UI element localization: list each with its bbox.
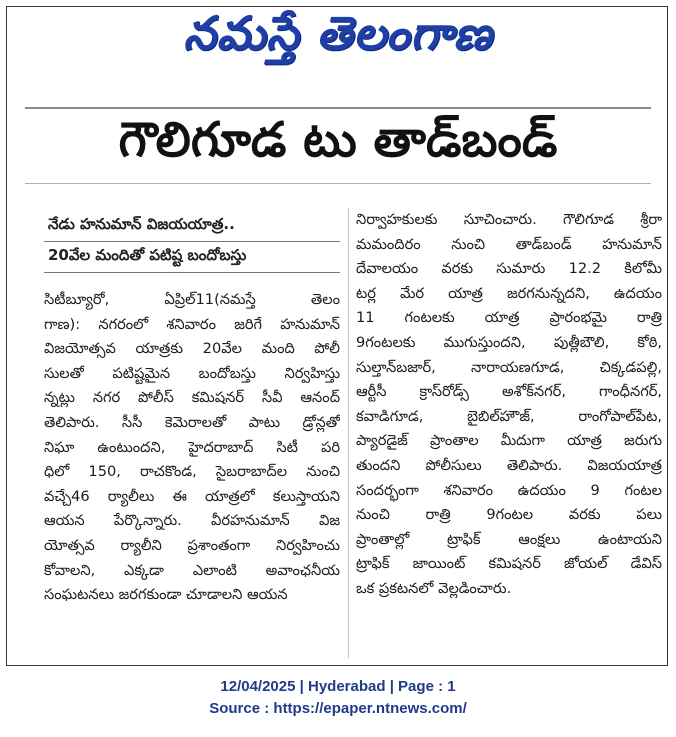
footer-dateline: 12/04/2025 | Hyderabad | Page : 1 [220, 678, 456, 695]
article-subheads [44, 212, 340, 274]
subhead-divider [44, 241, 340, 242]
subhead-1: నేడు హనుమాన్ విజయయాత్ర.. [48, 215, 235, 233]
headline-divider [25, 183, 651, 184]
article-line: యోత్సవ ర్యాలీని ప్రశాంతంగా నిర్వహించు [44, 536, 340, 554]
article-line: 9గంటలకు ముగుస్తుందని, పుత్లీబౌలి, కోఠి, [356, 333, 662, 351]
article-line: సులతో పటిష్టమైన బందోబస్తు నిర్వహిస్తు [44, 364, 340, 382]
article-line: ప్రాంతాల్లో ట్రాఫిక్ ఆంక్షలు ఉంటాయని [356, 530, 662, 548]
article-line: మమందిరం నుంచి తాడ్‌బండ్ హనుమాన్ [356, 235, 662, 253]
masthead-divider [25, 107, 651, 109]
article-line: ప్యారడైజ్ ప్రాంతాల మీదుగా యాత్ర జరుగు [356, 432, 662, 450]
article-line: ఆయన పేర్కొన్నారు. వీరహనుమాన్ విజ [44, 512, 340, 530]
article-line: సిటీబ్యూరో, ఏప్రిల్11(నమస్తే తెలం [44, 291, 340, 308]
article-headline: గౌలిగూడ టు తాడ్‌బండ్ [118, 112, 558, 168]
article-line: ట్రాఫిక్ జాయింట్ కమిషనర్ జోయల్ డేవిస్ [356, 555, 662, 573]
article-line: ధిలో 150, రాచకొండ, సైబరాబాద్‌ల నుంచి [44, 463, 340, 481]
article-line: టర్ల మేర యాత్ర జరగనున్నదని, ఉదయం [356, 284, 662, 302]
article-line: నిర్వాహకులకు సూచించారు. గౌలిగూడ శ్రీరా [356, 211, 662, 228]
article-line: తెలిపారు. సీసీ కెమెరాలతో పాటు డ్రోన్లతో [44, 413, 340, 431]
article-line: తుందని పోలీసులు తెలిపారు. విజయయాత్ర [356, 456, 662, 474]
article-line: సందర్భంగా శనివారం ఉదయం 9 గంటల [356, 481, 662, 499]
article-line: దేవాలయం వరకు సుమారు 12.2 కిలోమీ [356, 260, 662, 278]
newspaper-masthead: నమస్తే తెలంగాణ [183, 6, 493, 60]
article-line: సుల్తాన్‌బజార్, నారాయణగూడ, చిక్కడపల్లి, [356, 358, 662, 376]
article-line: న్నట్లు నగర పోలీస్ కమిషనర్ సీవీ ఆనంద్ [44, 389, 340, 407]
article-line: సంఘటనలు జరగకుండా చూడాలని ఆయన [44, 586, 288, 604]
column-divider [348, 208, 349, 658]
subhead-divider [44, 272, 340, 273]
footer-source: Source : https://epaper.ntnews.com/ [209, 700, 467, 717]
article-column-left [44, 288, 340, 608]
article-line: గాణ): నగరంలో శనివారం జరిగే హనుమాన్ [44, 315, 340, 333]
article-line: కోవాలని, ఎక్కడా ఎలాంటి అవాంఛనీయ [44, 561, 340, 579]
article-column-right [356, 208, 662, 602]
article-line: నిఘా ఉంటుందని, హైదరాబాద్ సిటీ పరి [44, 438, 340, 456]
article-line: వచ్చే46 ర్యాలీలు ఈ యాత్రలో కలుస్తాయని [44, 487, 340, 505]
article-line: కవాడిగూడ, బైబిల్‌హౌజ్, రాంగోపాల్‌పేట, [356, 407, 662, 425]
article-line: ఒక ప్రకటనలో వెల్లడించారు. [356, 579, 512, 597]
article-line: నుంచి రాత్రి 9గంటల వరకు పలు [356, 506, 662, 524]
subhead-2: 20వేల మందితో పటిష్ట బందోబస్తు [48, 246, 247, 264]
article-line: ఆర్టీసీ క్రాస్‌రోడ్స్ అశోక్‌నగర్, గాంధీనగర్, [356, 383, 662, 401]
article-line: 11 గంటలకు యాత్ర ప్రారంభమై రాత్రి [356, 309, 662, 327]
article-line: విజయోత్సవ యాత్రకు 20వేల మంది పోలీ [44, 340, 340, 358]
